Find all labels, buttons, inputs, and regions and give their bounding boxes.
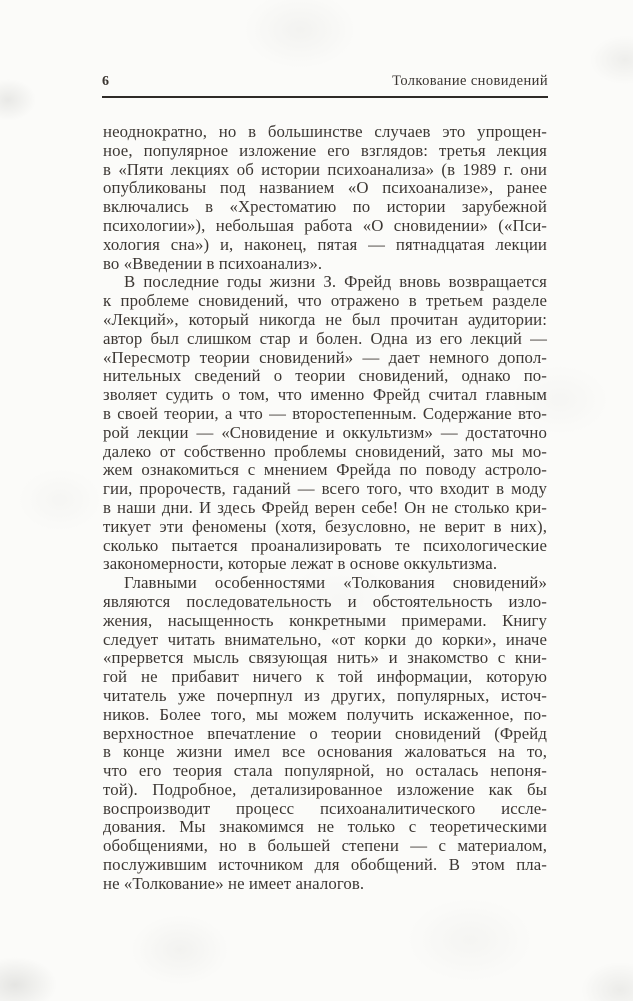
text-line: психологии»), небольшая работа «О сновидении» («Пси-	[103, 215, 547, 235]
text-line: читатель уже почерпнул из других, популярных, источ-	[103, 685, 547, 705]
running-title: Толкование сновидений	[392, 73, 548, 89]
text-line: В последние годы жизни З. Фрейд вновь возвращается	[124, 272, 547, 292]
text-line: в конце жизни имел все основания жаловаться на то,	[103, 742, 547, 762]
text-line: верхностное впечатление о теории сновидений (Фрейд	[103, 723, 547, 743]
text-line: не «Толкование» не имеет аналогов.	[103, 873, 365, 893]
text-line: зволяет судить о том, что именно Фрейд считал главным	[103, 385, 547, 405]
paragraph	[103, 574, 547, 894]
paragraph	[103, 273, 547, 574]
text-line: сколько пытается проанализировать те психологические	[103, 535, 547, 555]
text-line: включались в «Хрестоматию по истории зарубежной	[103, 197, 547, 217]
text-line: неоднократно, но в большинстве случаев это упрощен-	[103, 122, 547, 141]
text-line: ников. Более того, мы можем получить искаженное, по-	[103, 704, 547, 724]
text-line: рой лекции — «Сновидение и оккультизм» — достаточно	[103, 422, 547, 442]
text-line: являются последовательность и обстоятельность изло-	[103, 591, 547, 611]
text-line: воспроизводит процесс психоаналитического иссле-	[103, 798, 547, 818]
text-line: опубликованы под названием «О психоанализе», ранее	[103, 178, 547, 198]
text-line: закономерности, которые лежат в основе оккультизма.	[103, 554, 498, 574]
text-line: в своей теории, а что — второстепенным. Содержание вто-	[103, 403, 547, 423]
text-line: тикует эти феномены (хотя, безусловно, не верит в них),	[103, 516, 547, 536]
text-line: обобщениями, но в большей степени — с материалом,	[103, 836, 547, 856]
page-header	[102, 73, 548, 98]
text-line: хология сна») и, наконец, пятая — пятнадцатая лекции	[103, 234, 547, 254]
page-number: 6	[102, 74, 110, 89]
text-line: далеко от собственно проблемы сновидений, зато мы мо-	[103, 441, 547, 461]
text-line: в «Пяти лекциях об истории психоанализа» (в 1989 г. они	[103, 159, 547, 179]
text-line: гой не прибавит ничего к той информации, которую	[103, 667, 547, 687]
text-line: во «Введении в психоанализ».	[103, 253, 323, 273]
text-line: в наши дни. И здесь Фрейд верен себе! Он не столько кри-	[103, 497, 547, 517]
text-line: «прервется мысль связующая нить» и знакомство с кни-	[103, 648, 547, 668]
text-line: к проблеме сновидений, что отражено в третьем разделе	[103, 291, 547, 311]
text-line: следует читать внимательно, «от корки до корки», иначе	[103, 629, 547, 649]
text-line: жем ознакомиться с мнением Фрейда по поводу астроло-	[103, 460, 547, 480]
paragraph	[103, 123, 547, 273]
text-line: ное, популярное изложение его взглядов: третья лекция	[103, 140, 547, 160]
text-line: автор был слишком стар и болен. Одна из его лекций —	[103, 328, 547, 348]
text-line: что его теория стала популярной, но осталась непоня-	[103, 761, 547, 781]
text-line: той). Подробное, детализированное изложение как бы	[103, 779, 547, 799]
text-line: «Лекций», который никогда не был прочитан аудитории:	[103, 309, 547, 329]
text-line: Главными особенностями «Толкования сновидений»	[124, 573, 547, 593]
text-line: дования. Мы знакомимся не только с теоретическими	[103, 817, 547, 837]
text-line: «Пересмотр теории сновидений» — дает немного допол-	[103, 347, 547, 367]
text-line: жения, насыщенность конкретными примерами. Книгу	[103, 610, 547, 630]
text-line: нительных сведений о теории сновидений, однако по-	[103, 366, 547, 386]
text-line: послужившим источником для обобщений. В этом пла-	[103, 855, 547, 875]
text-body	[103, 123, 547, 894]
text-line: гии, пророчеств, гаданий — всего того, что входит в моду	[103, 479, 547, 499]
